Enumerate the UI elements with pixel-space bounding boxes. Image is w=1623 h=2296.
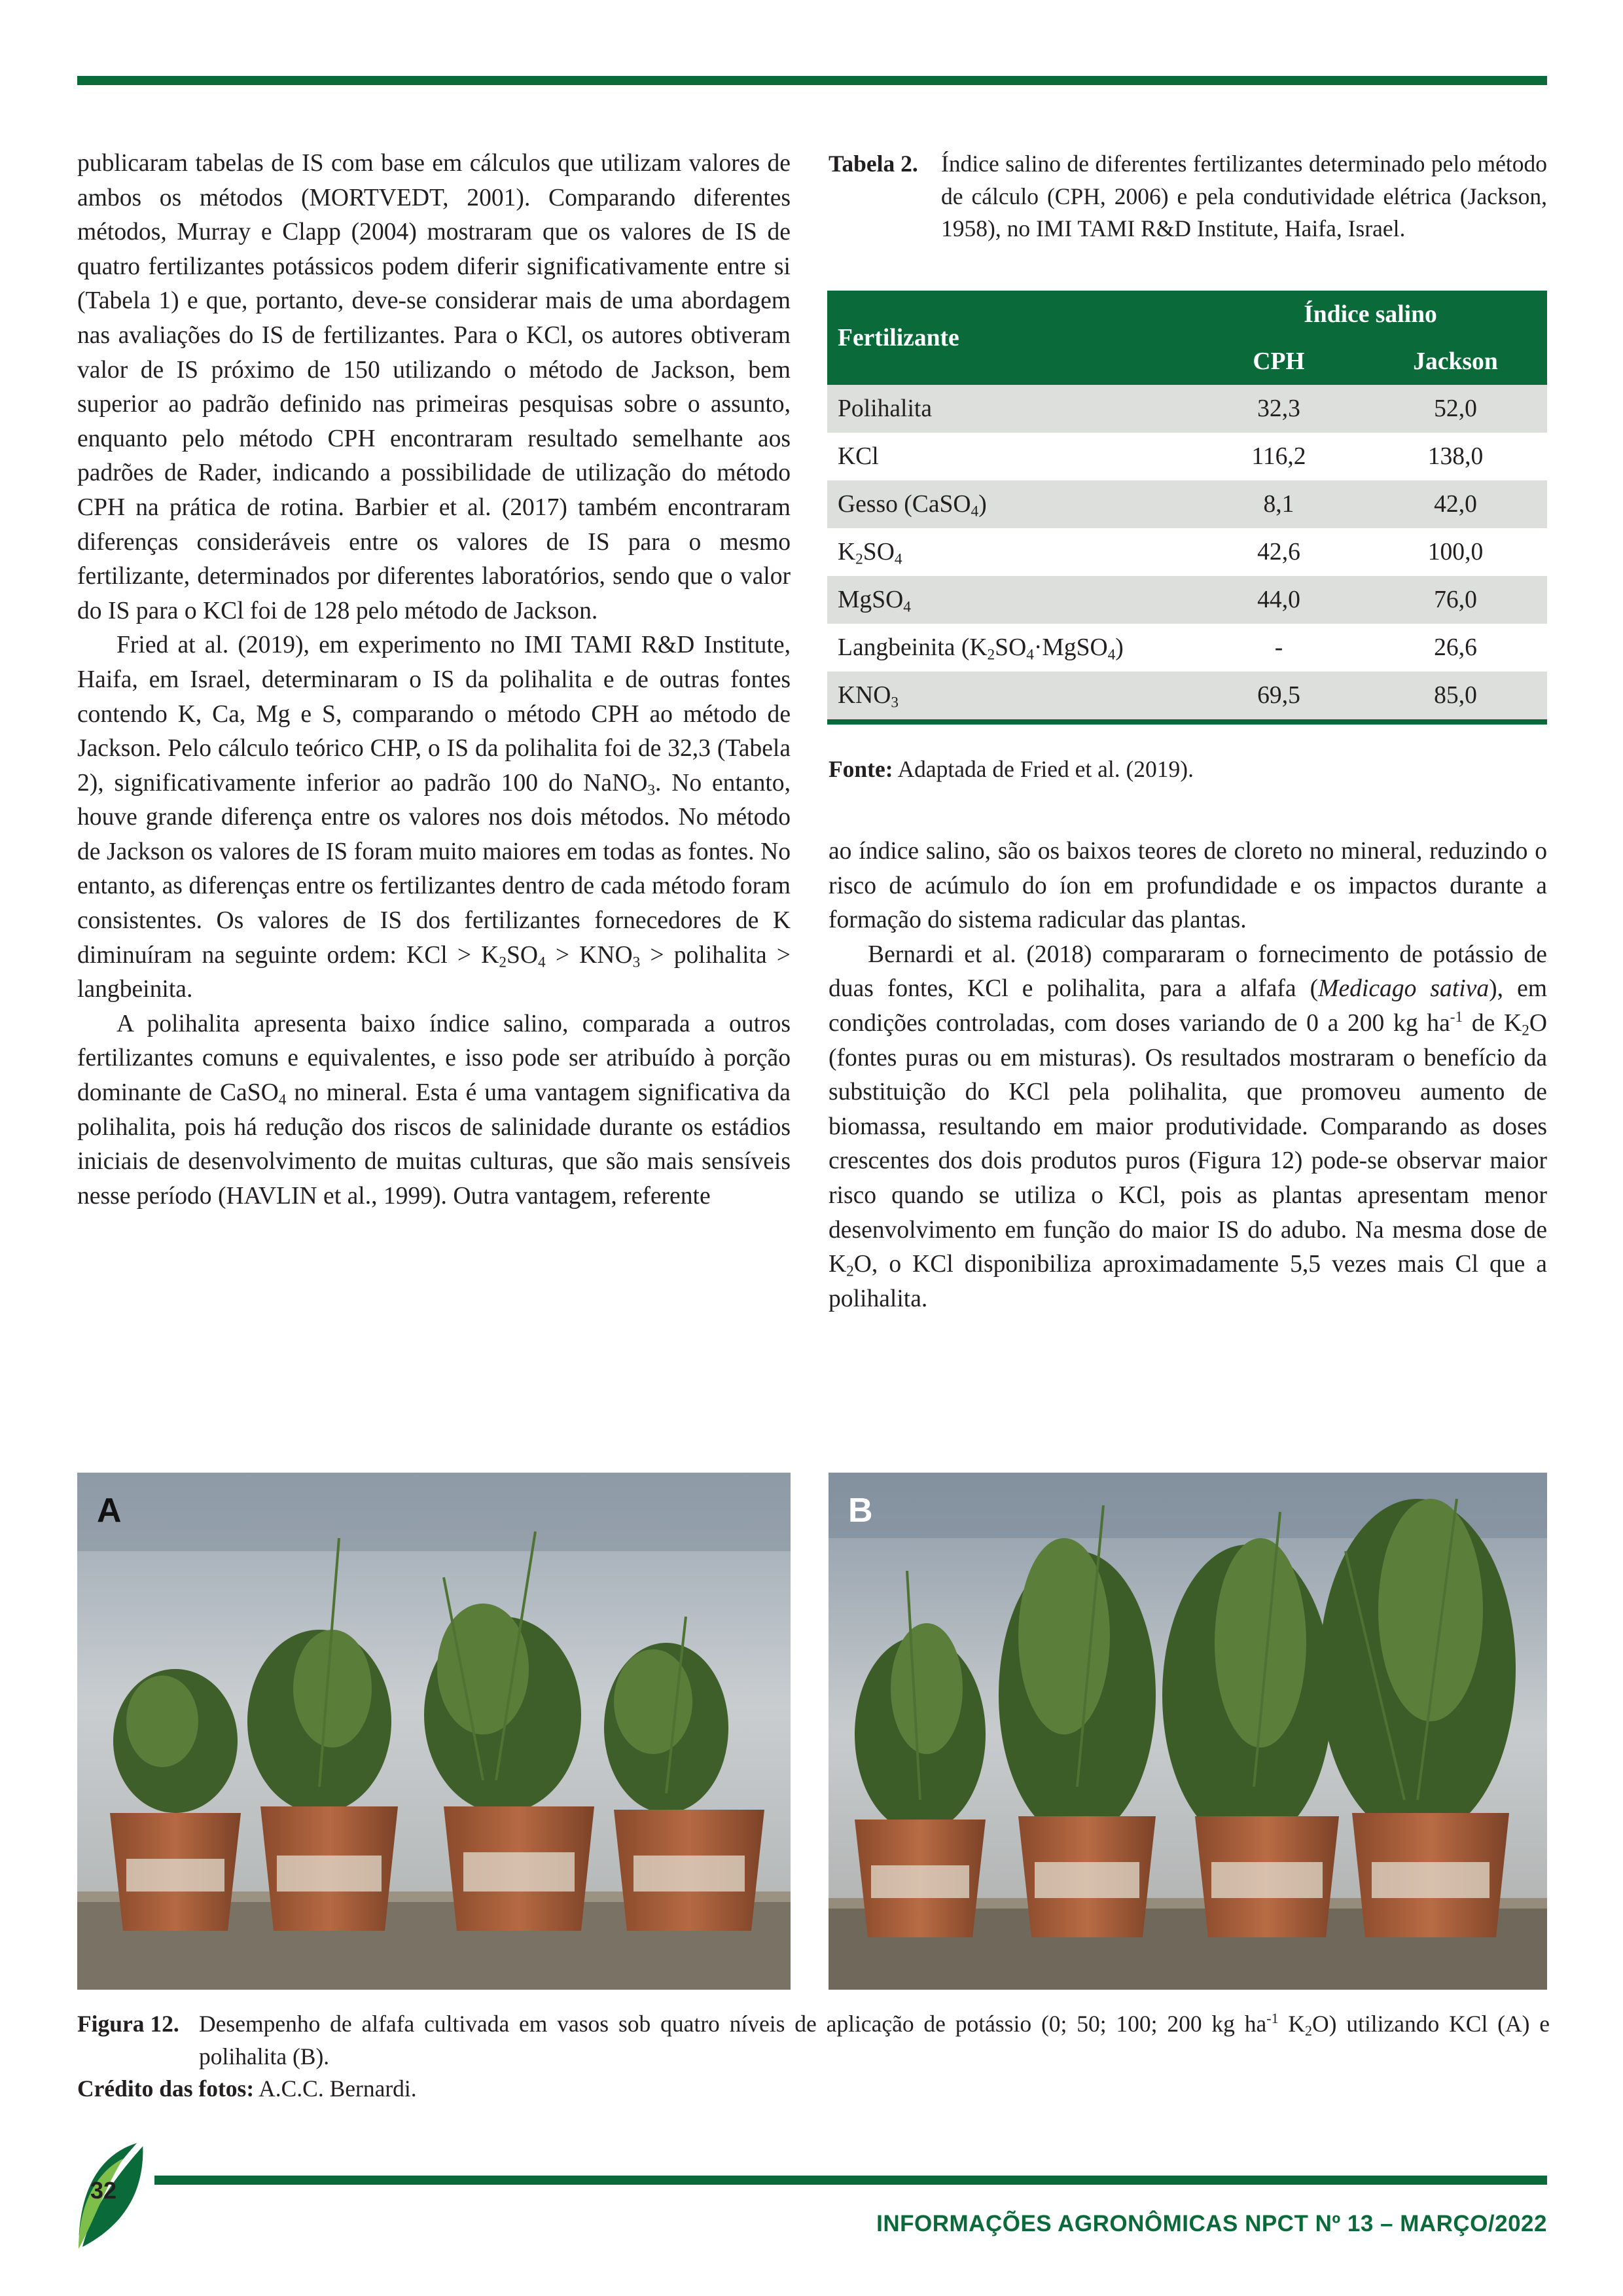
alfalfa-pots-kcl-image — [77, 1473, 791, 1990]
table-label: Tabela 2. — [829, 151, 918, 177]
column-header-jackson: Jackson — [1364, 338, 1547, 385]
cell-jackson: 26,6 — [1364, 624, 1547, 672]
bottom-rule — [154, 2176, 1547, 2185]
cell-jackson: 100,0 — [1364, 528, 1547, 576]
page-number: 32 — [90, 2177, 117, 2204]
figure-caption — [77, 2008, 1550, 2106]
photo-a-kcl — [77, 1473, 791, 1990]
table-row — [827, 624, 1547, 672]
column-header-fertilizante: Fertilizante — [827, 291, 1194, 385]
cell-jackson: 85,0 — [1364, 672, 1547, 722]
cell-fertilizer: Gesso (CaSO$_4$) — [827, 480, 1194, 528]
cell-cph: 69,5 — [1194, 672, 1364, 722]
top-rule — [77, 76, 1547, 85]
paragraph: publicaram tabelas de IS com base em cálculos que utilizam valores de ambos os métodos (MORTVEDT, 2001). Comparando diferentes métodos, Murray e Clapp (2004) mostraram que os valores de IS de quatro fertilizantes potássicos podem diferir significativamente entre si (Tabela 1) e que, portanto, deve-se considerar mais de uma abordagem nas avaliações do IS de fertilizantes. Para o KCl, os autores obtiveram valor de IS próximo de 150 utilizando o método de Jackson, bem superior ao padrão definido nas primeiras pesquisas sobre o assunto, enquanto pelo método CPH encontraram resultado semelhante aos padrões de Rader, indicando a possibilidade de utilização do método CPH na prática de rotina. Barbier et al. (2017) também encontraram diferenças consideráveis entre os valores de IS para o mesmo fertilizante, determinados por diferentes laboratórios, sendo que o valor do IS para o KCl foi de 128 pelo método de Jackson. — [77, 150, 791, 624]
paragraph: Fried at al. (2019), em experimento no IMI TAMI R&D Institute, Haifa, em Israel, determinaram o IS da polihalita e de outras fontes contendo K, Ca, Mg e S, comparando o método CPH ao método de Jackson. Pelo cálculo teórico CHP, o IS da polihalita foi de 32,3 (Tabela 2), significativamente inferior ao padrão 100 do NaNO$_3$. No entanto, houve grande diferença entre os valores nos dois métodos. No método de Jackson os valores de IS foram muito maiores em todas as fontes. No entanto, as diferenças entre os fertilizantes dentro de cada método foram consistentes. Os valores de IS dos fertilizantes fornecedores de K diminuíram na seguinte ordem: KCl > $K_2SO_4 > KNO_3$ > polihalita > langbeinita. — [77, 632, 791, 1003]
table-source: Fonte: Adaptada de Fried et al. (2019). — [829, 756, 1194, 782]
photo-b-polihalita — [829, 1473, 1547, 1990]
left-column — [77, 147, 791, 1213]
figure-label: Figura 12. — [77, 2011, 179, 2037]
cell-jackson: 52,0 — [1364, 385, 1547, 433]
journal-footer: INFORMAÇÕES AGRONÔMICAS NPCT Nº 13 – MARÇO/2022 — [876, 2211, 1547, 2236]
table-row — [827, 672, 1547, 722]
salt-index-table — [827, 291, 1547, 725]
cell-cph: 32,3 — [1194, 385, 1364, 433]
paragraph: A polihalita apresenta baixo índice salino, comparada a outros fertilizantes comuns e equivalentes, e isso pode ser atribuído à porção dominante de CaSO$_4$ no mineral. Esta é uma vantagem significativa da polihalita, pois há redução dos riscos de salinidade durante os estádios iniciais de desenvolvimento de muitas culturas, que são mais sensíveis nesse período (HAVLIN et al., 1999). Outra vantagem, referente — [77, 1010, 791, 1210]
table-row — [827, 385, 1547, 433]
column-group-indice-salino: Índice salino — [1194, 291, 1547, 338]
table-caption-text: Índice salino de diferentes fertilizantes determinado pelo método de cálculo (CPH, 2006) e pela condutividade elétrica (Jackson, 1958), no IMI TAMI R&D Institute, Haifa, Israel. — [941, 151, 1547, 242]
right-column — [829, 834, 1547, 1316]
table-row — [827, 528, 1547, 576]
table-caption — [829, 148, 1547, 245]
cell-cph: - — [1194, 624, 1364, 672]
cell-fertilizer: KCl — [827, 433, 1194, 480]
cell-fertilizer: $K_2SO_4$ — [827, 528, 1194, 576]
cell-fertilizer: Polihalita — [827, 385, 1194, 433]
paragraph: ao índice salino, são os baixos teores de cloreto no mineral, reduzindo o risco de acúmulo do íon em profundidade e os impactos durante a formação do sistema radicular das plantas. — [829, 838, 1547, 934]
cell-jackson: 76,0 — [1364, 576, 1547, 624]
table-row — [827, 433, 1547, 480]
column-header-cph: CPH — [1194, 338, 1364, 385]
photo-label-b: B — [848, 1492, 873, 1530]
cell-cph: 116,2 — [1194, 433, 1364, 480]
cell-fertilizer: Langbeinita $(K_2SO_4\cdot MgSO_4)$ — [827, 624, 1194, 672]
figure-caption-text: Figura 12. Desempenho de alfafa cultivada em vasos sob quatro níveis de aplicação de potássio (0; 50; 100; 200 kg $ha^{-1}$ $K_2O$) utilizando KCl (A) e polihalita (B). — [77, 2008, 1550, 2073]
cell-fertilizer: MgSO$_4$ — [827, 576, 1194, 624]
photo-credit: Crédito das fotos: A.C.C. Bernardi. — [77, 2075, 417, 2102]
cell-cph: 42,6 — [1194, 528, 1364, 576]
table-row — [827, 576, 1547, 624]
cell-jackson: 42,0 — [1364, 480, 1547, 528]
alfalfa-pots-polihalita-image — [829, 1473, 1547, 1990]
cell-fertilizer: $KNO_3$ — [827, 672, 1194, 722]
table-row — [827, 480, 1547, 528]
photo-label-a: A — [97, 1492, 122, 1530]
paragraph: Bernardi et al. (2018) compararam o fornecimento de potássio de duas fontes, KCl e polihalita, para a alfafa (Medicago sativa), em condições controladas, com doses variando de 0 a 200 kg $ha^{-1}$ de $K_2O$ (fontes puras ou em misturas). Os resultados mostraram o benefício da substituição do KCl pela polihalita, que promoveu aumento de biomassa, resultando em maior produtividade. Comparando as doses crescentes dos dois produtos puros (Figura 12) pode-se observar maior risco quando se utiliza o KCl, pois as plantas apresentam menor desenvolvimento em função do maior IS do adubo. Na mesma dose de $K_2O$, o KCl disponibiliza aproximadamente 5,5 vezes mais Cl que a polihalita. — [829, 941, 1547, 1312]
cell-cph: 44,0 — [1194, 576, 1364, 624]
cell-jackson: 138,0 — [1364, 433, 1547, 480]
cell-cph: 8,1 — [1194, 480, 1364, 528]
